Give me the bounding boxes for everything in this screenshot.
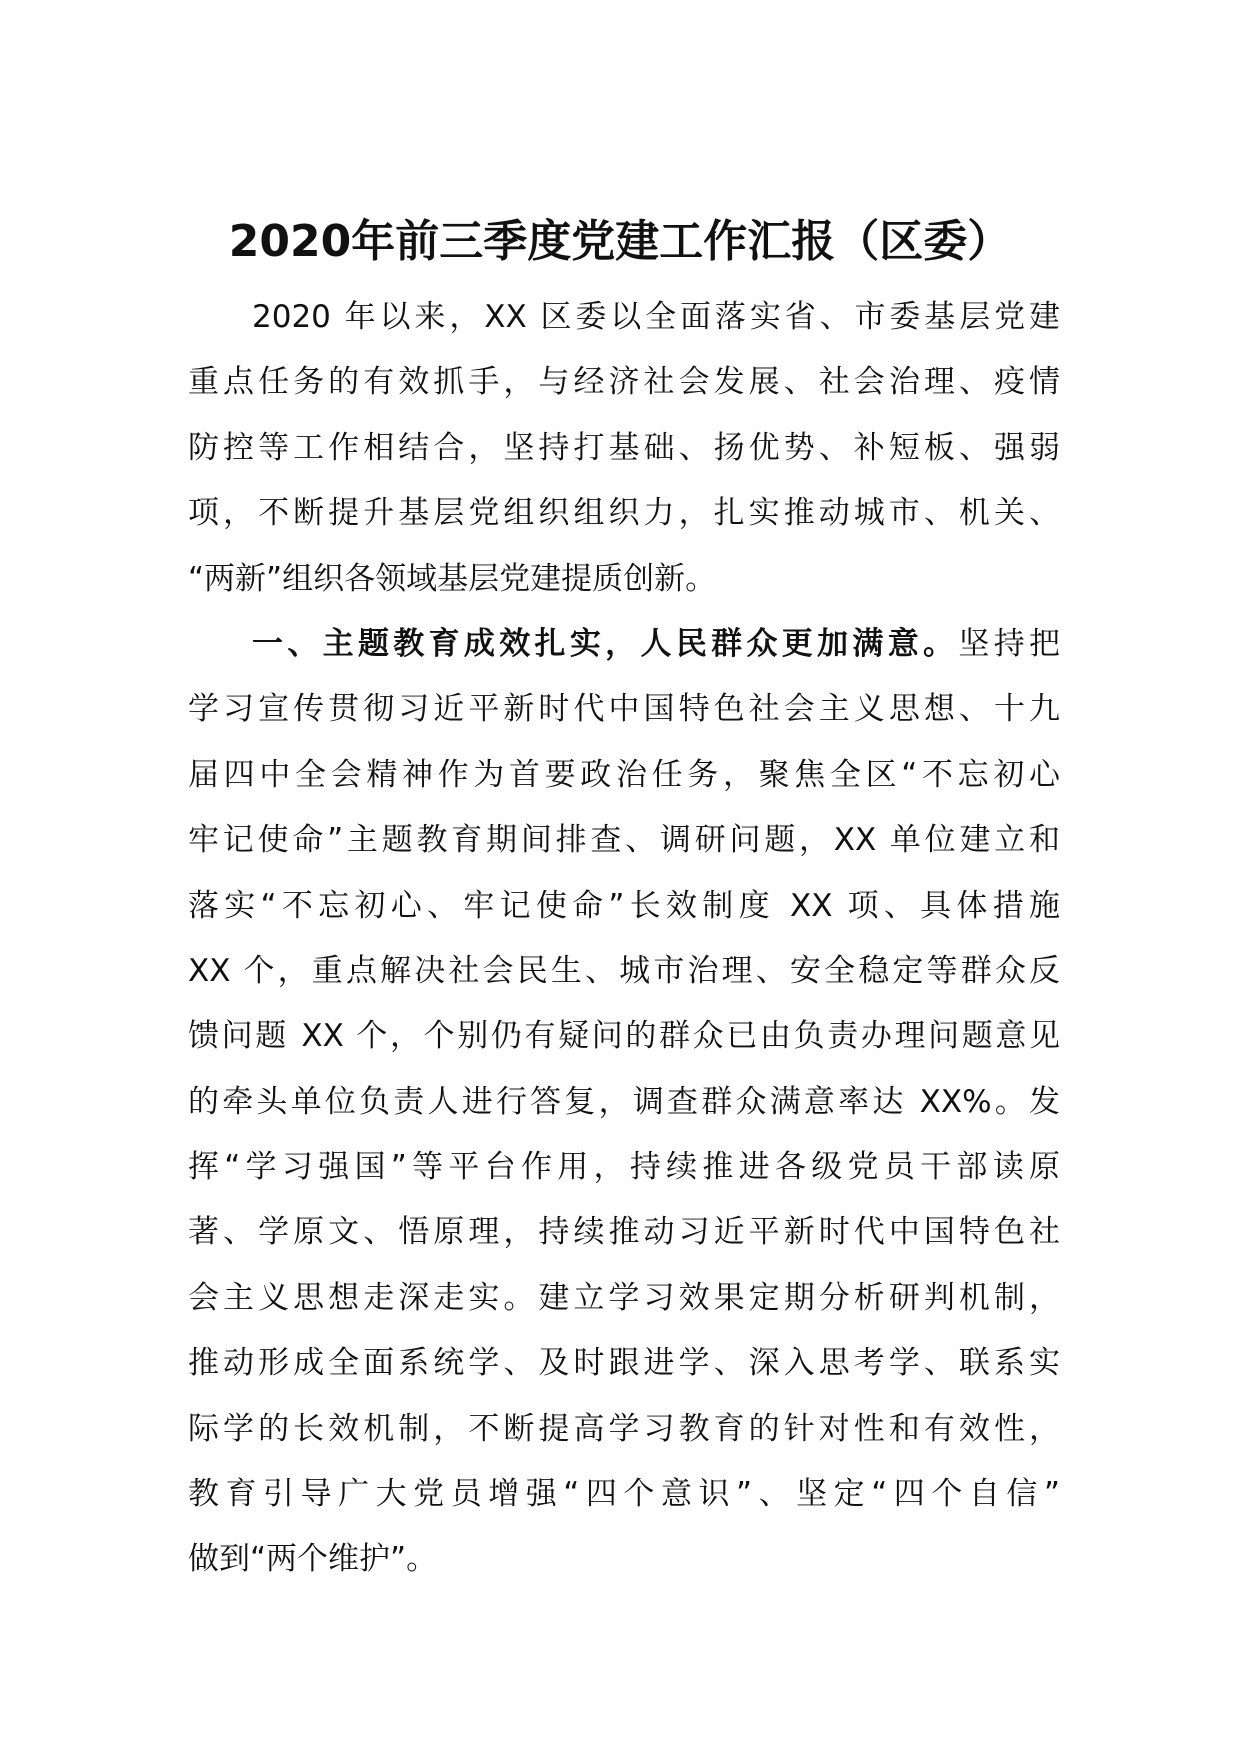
- line-text: 落实“不忘初心、牢记使命”长效制度 XX 项、具体措施: [188, 887, 1060, 924]
- line-text: 学习宣传贯彻习近平新时代中国特色社会主义思想、十九: [188, 691, 1060, 728]
- line-text: 会主义思想走深走实。建立学习效果定期分析研判机制，: [188, 1279, 1060, 1316]
- line-text: 著、学原文、悟原理，持续推动习近平新时代中国特色社: [188, 1214, 1060, 1251]
- line-text: 牢记使命”主题教育期间排查、调研问题，XX 单位建立和: [188, 822, 1060, 859]
- paragraph-line: [188, 743, 1060, 808]
- line-text: 馈问题 XX 个，个别仍有疑问的群众已由负责办理问题意见: [188, 1018, 1060, 1055]
- paragraph-line: [188, 1462, 1060, 1527]
- paragraph-line: [188, 1135, 1060, 1200]
- paragraph-line: [188, 1266, 1060, 1331]
- paragraph-line: [188, 547, 1060, 612]
- line-text: 届四中全会精神作为首要政治任务，聚焦全区“不忘初心: [188, 756, 1060, 793]
- paragraph-line: [188, 1331, 1060, 1396]
- line-text: 2020 年以来，XX 区委以全面落实省、市委基层党建: [252, 299, 1060, 335]
- document-body: [188, 285, 1060, 1593]
- line-text: 重点任务的有效抓手，与经济社会发展、社会治理、疫情: [188, 364, 1060, 401]
- paragraph-line: [188, 874, 1060, 939]
- line-text: 项，不断提升基层党组织组织力，扎实推动城市、机关、: [188, 495, 1060, 532]
- paragraph-line: [188, 1397, 1060, 1462]
- section-heading: 一、主题教育成效扎实，人民群众更加满意。: [252, 625, 959, 662]
- line-text: 际学的长效机制，不断提高学习教育的针对性和有效性，: [188, 1410, 1060, 1447]
- paragraph-line: [188, 1070, 1060, 1135]
- line-text: 挥“学习强国”等平台作用，持续推进各级党员干部读原: [188, 1149, 1060, 1186]
- line-text: 教育引导广大党员增强“四个意识”、坚定“四个自信”: [188, 1476, 1060, 1513]
- line-text: 推动形成全面系统学、及时跟进学、深入思考学、联系实: [188, 1345, 1060, 1382]
- document-title: 2020年前三季度党建工作汇报（区委）: [228, 216, 1012, 267]
- paragraph-line: [188, 1527, 1060, 1592]
- paragraph-line: [188, 285, 1060, 350]
- line-text: 的牵头单位负责人进行答复，调查群众满意率达 XX%。发: [188, 1083, 1060, 1120]
- paragraph-line: [188, 481, 1060, 546]
- line-text: 防控等工作相结合，坚持打基础、扬优势、补短板、强弱: [188, 429, 1060, 466]
- paragraph-line: [188, 808, 1060, 873]
- paragraph-line: [188, 350, 1060, 415]
- paragraph-line: [188, 939, 1060, 1004]
- line-text: 坚持把: [958, 625, 1061, 662]
- line-text: “两新”组织各领域基层党建提质创新。: [188, 560, 717, 597]
- paragraph-line: [188, 612, 1060, 677]
- line-text: XX 个，重点解决社会民生、城市治理、安全稳定等群众反: [188, 952, 1060, 989]
- line-text: 做到“两个维护”。: [188, 1541, 438, 1578]
- paragraph-line: [188, 677, 1060, 742]
- paragraph-line: [188, 1004, 1060, 1069]
- paragraph-line: [188, 416, 1060, 481]
- paragraph-line: [188, 1200, 1060, 1265]
